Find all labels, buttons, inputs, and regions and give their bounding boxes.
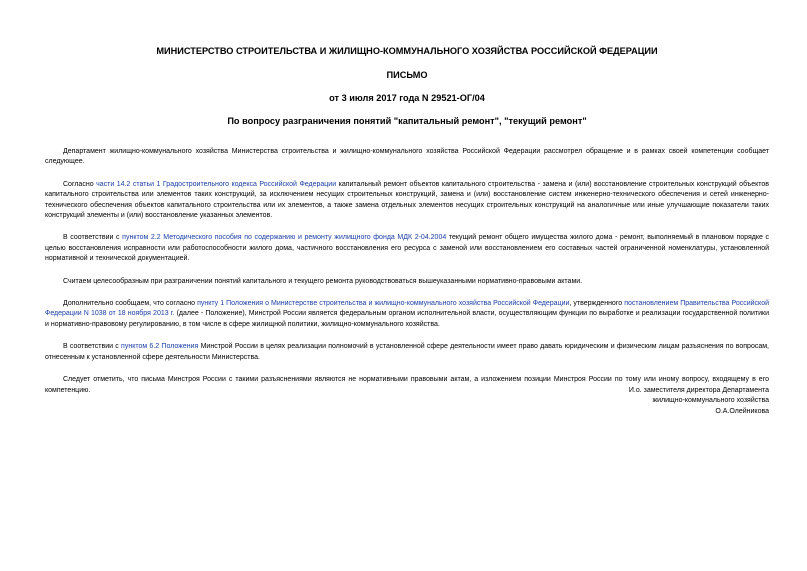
paragraph-6 <box>45 342 769 363</box>
document-subject: По вопросу разграничения понятий "капитальный ремонт", "текущий ремонт" <box>227 116 587 126</box>
paragraph-2-post: капитальный ремонт объектов капитального строительства - замена и (или) восстановление строительных конструкций объектов капитального строительства или элементов таких конструкций, за исключением несущих строительных конструкций, замена и (или) восстановление систем инженерно-технического обеспечения и сетей инженерно-технического обеспечения объектов капитального строительства или их элементов, а также замена отдельных элементов несущих строительных конструкций на аналогичные или иные улучшающие показатели таких конструкций элементы и (или) восстановление указанных элементов. <box>45 180 769 220</box>
paragraph-5-pre: Дополнительно сообщаем, что согласно <box>63 300 198 308</box>
letter-body <box>45 147 769 396</box>
ministry-title: МИНИСТЕРСТВО СТРОИТЕЛЬСТВА И ЖИЛИЩНО-КОММУНАЛЬНОГО ХОЗЯЙСТВА РОССИЙСКОЙ ФЕДЕРАЦИИ <box>156 46 658 56</box>
link-punkt-6-2[interactable]: пунктом 6.2 Положения <box>121 343 199 351</box>
paragraph-7: Следует отметить, что письма Минстроя России с такими разъяснениями являются не нормативными правовыми актам, а изложением позиции Минстроя России по тому или иному вопросу, входящему в его компетенцию. <box>45 376 769 394</box>
paragraph-5-mid: , утвержденного <box>569 300 625 308</box>
paragraph-1: Департамент жилищно-коммунального хозяйства Министерства строительства и жилищно-коммунального хозяйства Российской Федерации рассмотрел обращение и в рамках своей компетенции сообщает следующее. <box>45 148 769 166</box>
paragraph-6-pre: В соответствии с <box>63 343 122 351</box>
signature-block <box>629 386 769 417</box>
signature-position: И.о. заместителя директора Департамента <box>628 387 769 394</box>
link-gradostroitelny-kodeks[interactable]: части 14.2 статьи 1 Градостроительного кодекса Российской Федерации <box>96 180 337 188</box>
paragraph-3-post: текущий ремонт общего имущества жилого дома - ремонт, выполняемый в плановом порядке с целью восстановления исправности или работоспособности жилого дома, частичного восстановления его ресурса с заменой или восстановлением его составных частей ограниченной номенклатуры, установленной нормативной и технической документацией. <box>45 234 769 263</box>
paragraph-3 <box>45 233 769 264</box>
signature-department: жилищно-коммунального хозяйства <box>652 397 769 405</box>
document-type: ПИСЬМО <box>386 70 428 80</box>
paragraph-6-post: Минстрой России в целях реализации полномочий в установленной сфере деятельности имеет право давать юридическим и физическим лицам разъяснения по вопросам, отнесенным к установленной сфере деятельности Министерства. <box>45 343 769 361</box>
signature-name: О.А.Олейникова <box>715 407 769 415</box>
paragraph-4: Считаем целесообразным при разграничении понятий капитального и текущего ремонта руководствоваться вышеуказанными нормативно-правовыми актами. <box>63 277 583 285</box>
paragraph-3-pre: В соответствии с <box>63 234 123 242</box>
document-date-number: от 3 июля 2017 года N 29521-ОГ/04 <box>329 93 485 103</box>
paragraph-2 <box>45 180 769 222</box>
link-mdk-2-04-2004[interactable]: пунктом 2.2 Методического пособия по содержанию и ремонту жилищного фонда МДК 2-04.2004 <box>122 234 447 242</box>
link-postanovlenie-1038[interactable]: постановлением Правительства Российской Федерации N 1038 от 18 ноября 2013 г. <box>45 300 770 318</box>
paragraph-5 <box>45 299 769 330</box>
link-polozhenie-minstroy[interactable]: пункту 1 Положения о Министерстве строительства и жилищно-коммунального хозяйства Российской Федерации <box>197 300 570 308</box>
paragraph-5-post: (далее - Положение), Минстрой России является федеральным органом исполнительной власти, осуществляющим функции по выработке и реализации государственной политики и нормативно-правовому регулированию, в том числе в сфере жилищной политики, жилищно-коммунального хозяйства. <box>45 310 769 328</box>
paragraph-2-pre: Согласно <box>63 180 97 188</box>
